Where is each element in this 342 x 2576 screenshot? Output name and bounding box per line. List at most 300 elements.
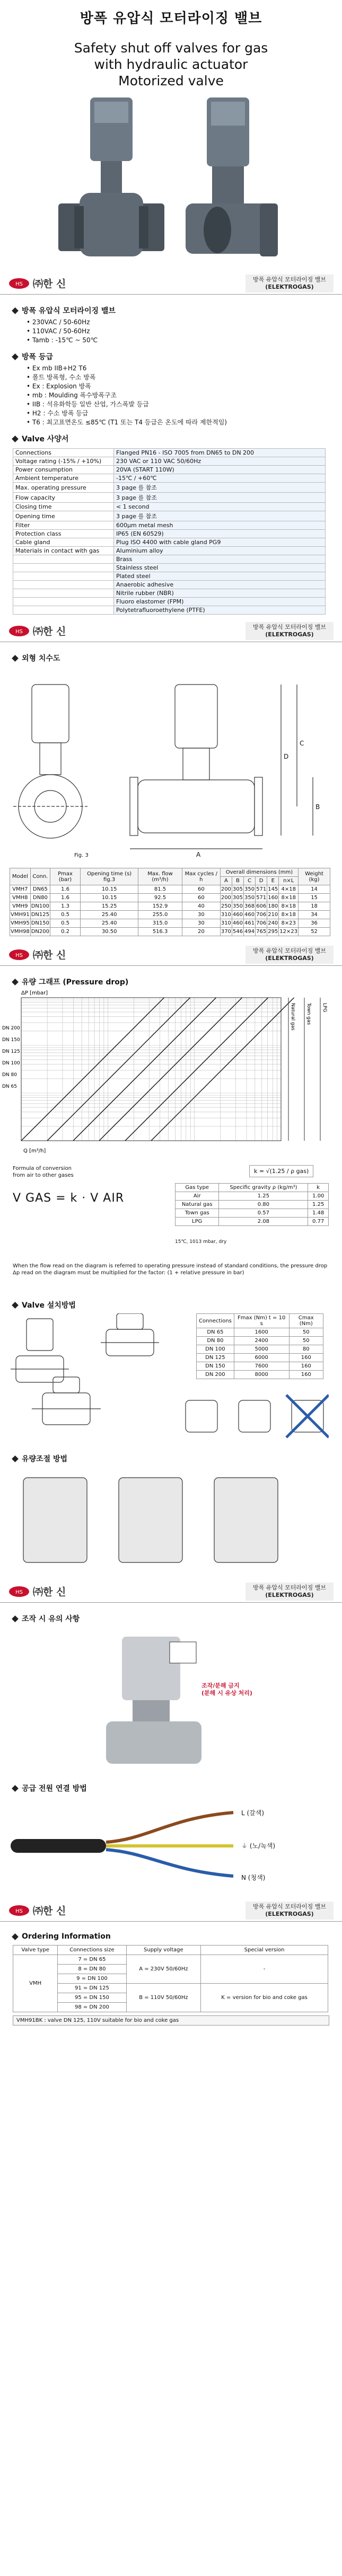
table-cell: 34	[299, 911, 330, 919]
table-cell: 295	[267, 928, 279, 936]
table-cell: 5000	[234, 1345, 289, 1354]
table-cell: 0.57	[219, 1209, 308, 1218]
spec-key: Protection class	[13, 530, 114, 538]
features-list	[27, 318, 329, 345]
cable-diagram	[11, 1797, 329, 1897]
table-row	[10, 919, 330, 928]
install-diagram	[11, 1313, 180, 1441]
table-row	[13, 555, 326, 564]
table-cell: 210	[267, 911, 279, 919]
ordering-table	[13, 1945, 328, 2012]
size-cell: 8 = DN 80	[58, 1965, 126, 1974]
valve-right-image	[186, 97, 278, 256]
hanshin-logo-icon	[8, 1586, 30, 1597]
svg-text:HS: HS	[15, 1589, 23, 1595]
spec-key: Flow capacity	[13, 493, 114, 503]
gas-footer: 15℃, 1013 mbar, dry	[175, 1239, 227, 1245]
dim-label-d: D	[284, 753, 289, 760]
table-cell: 606	[256, 902, 267, 911]
table-row	[13, 547, 326, 555]
product-label-ko: 방폭 유압식 모터라이징 밸브	[252, 623, 326, 630]
table-cell: 315.0	[138, 919, 182, 928]
table-cell: 30.50	[81, 928, 138, 936]
company-name: ㈜한 신	[33, 278, 66, 290]
table-row	[176, 1192, 329, 1201]
table-cell: 8×23	[279, 919, 299, 928]
spec-key	[13, 598, 114, 606]
table-row	[10, 911, 330, 919]
dn-series-label: DN 100	[2, 1061, 20, 1066]
table-cell: 250	[220, 902, 232, 911]
spec-value: Aluminium alloy	[114, 547, 326, 555]
k-formula: k = √(1.25 / ρ gas)	[249, 1165, 313, 1177]
table-cell: 0.80	[219, 1201, 308, 1209]
gas-scale-label: Town gas	[306, 1003, 311, 1025]
company-bar	[0, 272, 342, 295]
table-row	[197, 1354, 323, 1362]
table-cell: 350	[232, 902, 243, 911]
table-header: k	[308, 1184, 329, 1192]
dn-series-label: DN 200	[2, 1026, 20, 1031]
product-label-brand: (ELEKTROGAS)	[265, 1910, 314, 1917]
table-cell: 160	[289, 1371, 323, 1379]
table-cell: 50	[289, 1328, 323, 1337]
table-cell: 14	[299, 885, 330, 894]
table-cell: DN100	[30, 902, 50, 911]
table-header: Connections	[197, 1314, 234, 1328]
table-cell: 200	[220, 894, 232, 902]
flow-heading: 유량 그래프 (Pressure drop)	[13, 976, 329, 987]
table-row	[10, 885, 330, 894]
table-cell: Town gas	[176, 1209, 219, 1218]
dim-label-b: B	[315, 803, 320, 811]
dn-series-label: DN 65	[2, 1084, 17, 1089]
features-heading: 방폭 유압식 모터라이징 밸브	[13, 305, 329, 316]
company-bar	[0, 620, 342, 642]
product-label	[245, 946, 334, 964]
spec-key: Materials in contact with gas	[13, 547, 114, 555]
list-item: • 110VAC / 50-60Hz	[27, 327, 329, 336]
spec-value: 600μm metal mesh	[114, 521, 326, 530]
table-cell: 12×23	[279, 928, 299, 936]
diamond-bullet-icon	[12, 353, 19, 360]
flow-adjust-diagram	[13, 1467, 331, 1578]
dn-series-label: DN 150	[2, 1037, 20, 1043]
table-row	[197, 1362, 323, 1371]
size-cell: 95 = DN 150	[58, 1993, 126, 2003]
table-cell: 6000	[234, 1354, 289, 1362]
company-bar	[0, 1899, 342, 1922]
explosion-list	[27, 364, 329, 427]
table-cell: 160	[289, 1354, 323, 1362]
list-item: • Ex : Explosion 방폭	[27, 382, 329, 391]
spec-key	[13, 555, 114, 564]
table-row	[13, 572, 326, 581]
caution-heading: 조작 시 유의 사항	[13, 1613, 329, 1624]
table-cell: 706	[256, 911, 267, 919]
table-cell: VMH95	[10, 919, 31, 928]
table-row	[13, 581, 326, 589]
table-cell: 15.25	[81, 902, 138, 911]
voltage-cell: B = 110V 50/60Hz	[126, 1984, 201, 2012]
table-header: C	[244, 877, 256, 885]
table-row	[13, 511, 326, 521]
spec-heading: Valve 사양서	[13, 433, 329, 444]
table-cell: 2400	[234, 1337, 289, 1345]
diamond-bullet-icon	[12, 1615, 19, 1622]
table-row	[197, 1345, 323, 1354]
list-item: • 폴트 방폭형, 수소 방폭	[27, 373, 329, 382]
product-label	[245, 1902, 334, 1920]
title-line-1: Safety shut off valves for gas	[74, 40, 268, 56]
table-row	[13, 474, 326, 483]
table-row	[176, 1201, 329, 1209]
size-cell: 91 = DN 125	[58, 1984, 126, 1993]
table-cell: 10.15	[81, 894, 138, 902]
table-cell: 0.5	[50, 919, 81, 928]
table-cell: VMH8	[10, 894, 31, 902]
table-cell: DN150	[30, 919, 50, 928]
spec-key	[13, 606, 114, 615]
torque-table	[196, 1313, 323, 1379]
table-row	[10, 902, 330, 911]
table-cell: 0.5	[50, 911, 81, 919]
table-cell: DN 80	[197, 1337, 234, 1345]
spec-key: Max. operating pressure	[13, 483, 114, 493]
table-cell: 25.40	[81, 919, 138, 928]
forbidden-cross-icon	[286, 1395, 329, 1437]
company-bar	[0, 944, 342, 966]
title-line-3: Motorized valve	[118, 73, 224, 88]
table-cell: VMH9	[10, 902, 31, 911]
spec-value: Plug ISO 4400 with cable gland PG9	[114, 538, 326, 547]
table-cell: 460	[232, 911, 243, 919]
company-bar	[0, 1580, 342, 1603]
table-cell: 7600	[234, 1362, 289, 1371]
formula-note: Formula of conversion from air to other gases	[13, 1166, 74, 1178]
table-cell: 460	[244, 911, 256, 919]
table-header: Pmax (bar)	[50, 868, 81, 885]
diamond-bullet-icon	[12, 1302, 19, 1309]
spec-value: -15℃ / +60℃	[114, 474, 326, 483]
table-row	[13, 483, 326, 493]
page-title-korean: 방폭 유압식 모터라이징 밸브	[80, 11, 262, 26]
table-cell: 145	[267, 885, 279, 894]
dim-label-c: C	[300, 740, 304, 747]
valve-product-photo	[0, 97, 342, 272]
spec-value: 230 VAC or 110 VAC 50/60Hz	[114, 457, 326, 466]
caution-callout: 조작/분해 금지 (분해 시 유상 처리)	[201, 1682, 252, 1696]
table-cell: 1.25	[219, 1192, 308, 1201]
table-cell: 310	[220, 911, 232, 919]
y-axis-label: ΔP [mbar]	[21, 990, 48, 996]
table-cell: 1.25	[308, 1201, 329, 1209]
list-item: • Ex mb IIB+H2 T6	[27, 364, 329, 373]
x-axis-label: Q [m³/h]	[23, 1148, 46, 1154]
table-cell: 30	[182, 919, 220, 928]
product-label-ko: 방폭 유압식 모터라이징 밸브	[252, 1584, 326, 1591]
svg-text:HS: HS	[15, 952, 23, 958]
table-row	[13, 538, 326, 547]
spec-value: Anaerobic adhesive	[114, 581, 326, 589]
spec-value: 3 page 를 참조	[114, 511, 326, 521]
list-item: • H2 : 수소 방폭 등급	[27, 409, 329, 418]
table-header: Fmax (Nm) t = 10 s	[234, 1314, 289, 1328]
power-wiring	[0, 1793, 342, 1899]
table-cell: DN 125	[197, 1354, 234, 1362]
table-cell: 80	[289, 1345, 323, 1354]
table-header: B	[232, 877, 243, 885]
table-header: E	[267, 877, 279, 885]
table-header: n×L	[279, 877, 299, 885]
diamond-bullet-icon	[12, 655, 19, 662]
product-label	[245, 1583, 334, 1601]
table-cell: 305	[232, 894, 243, 902]
product-label-brand: (ELEKTROGAS)	[265, 954, 314, 962]
table-header: Opening time (s) fig.3	[81, 868, 138, 885]
wire-brown	[106, 1813, 233, 1842]
chart-grid	[21, 998, 281, 1141]
wire-blue	[106, 1850, 233, 1876]
table-cell: 160	[267, 894, 279, 902]
dn-series-line	[47, 998, 190, 1141]
ordering-heading: Ordering Information	[13, 1932, 329, 1941]
hanshin-logo-icon	[8, 949, 30, 961]
table-cell: DN80	[30, 894, 50, 902]
product-label	[245, 622, 334, 640]
adjust-heading: 유량조절 방법	[13, 1453, 329, 1464]
spec-value: Polytetrafluoroethylene (PTFE)	[114, 606, 326, 615]
spec-value: Flanged PN16 - ISO 7005 from DN65 to DN 200	[114, 449, 326, 457]
spec-value: 3 page 를 참조	[114, 483, 326, 493]
company-name: ㈜한 신	[33, 1586, 66, 1598]
table-cell: 8000	[234, 1371, 289, 1379]
table-row	[197, 1337, 323, 1345]
diamond-bullet-icon	[12, 1933, 19, 1940]
wire-label-l: L (갈색)	[241, 1809, 265, 1817]
spec-value: Nitrile rubber (NBR)	[114, 589, 326, 598]
table-cell: 310	[220, 919, 232, 928]
product-label-ko: 방폭 유압식 모터라이징 밸브	[252, 276, 326, 283]
spec-value: IP65 (EN 60529)	[114, 530, 326, 538]
spec-value: Fluoro elastomer (FPM)	[114, 598, 326, 606]
flow-note: When the flow read on the diagram is referred to operating pressure instead of standard conditions, the pressure drop Δp read on the diagram must be multiplied for the factor: (1 + relative pressure in bar)	[13, 1263, 328, 1276]
table-cell: DN 65	[197, 1328, 234, 1337]
hanshin-logo-icon	[8, 625, 30, 637]
valve-type-cell: VMH	[13, 1955, 58, 2012]
caution-photo	[0, 1624, 342, 1772]
gas-scale-label: Natural gas	[290, 1003, 295, 1031]
svg-text:HS: HS	[15, 628, 23, 635]
valve-caution-image	[90, 1626, 249, 1769]
adjust-images	[0, 1464, 342, 1580]
table-row	[176, 1209, 329, 1218]
table-cell: 180	[267, 902, 279, 911]
size-cell: 9 = DN 100	[58, 1974, 126, 1984]
spec-value: Plated steel	[114, 572, 326, 581]
spec-key	[13, 581, 114, 589]
spec-value: < 1 second	[114, 503, 326, 511]
installation-orientation-icons	[180, 1390, 329, 1443]
svg-text:HS: HS	[15, 281, 23, 287]
table-cell: 8×18	[279, 894, 299, 902]
spec-key: Closing time	[13, 503, 114, 511]
table-cell: 60	[182, 885, 220, 894]
table-cell: 350	[244, 894, 256, 902]
table-cell: 350	[244, 885, 256, 894]
product-label-brand: (ELEKTROGAS)	[265, 1591, 314, 1598]
wire-label-pe: ⏚ (노/녹색)	[241, 1842, 275, 1850]
spec-key	[13, 564, 114, 572]
table-cell: DN125	[30, 911, 50, 919]
table-cell: 516.3	[138, 928, 182, 936]
table-cell: 152.9	[138, 902, 182, 911]
spec-key: Voltage rating (-15% / +10%)	[13, 457, 114, 466]
table-row	[10, 928, 330, 936]
table-row	[13, 449, 326, 457]
table-cell: 50	[289, 1337, 323, 1345]
product-label-ko: 방폭 유압식 모터라이징 밸브	[252, 947, 326, 954]
table-cell: 20	[182, 928, 220, 936]
spec-value: 20VA (START 110W)	[114, 466, 326, 474]
list-item: • IIB : 석유화학등 일반 산업, 가스폭발 등급	[27, 400, 329, 409]
table-cell: 15	[299, 894, 330, 902]
table-row	[13, 606, 326, 615]
special-cell: -	[201, 1955, 328, 1984]
product-label-brand: (ELEKTROGAS)	[265, 630, 314, 638]
table-cell: 200	[220, 885, 232, 894]
table-cell: 494	[244, 928, 256, 936]
table-cell: 8×18	[279, 902, 299, 911]
table-row	[13, 530, 326, 538]
size-cell: 7 = DN 65	[58, 1955, 126, 1965]
table-header: Gas type	[176, 1184, 219, 1192]
table-cell: DN 100	[197, 1345, 234, 1354]
company-logo	[8, 1903, 66, 1917]
table-cell: 461	[244, 919, 256, 928]
spec-key: Cable gland	[13, 538, 114, 547]
spec-value: 3 page 를 참조	[114, 493, 326, 503]
table-cell: VMH91	[10, 911, 31, 919]
table-cell: 240	[267, 919, 279, 928]
table-cell: 18	[299, 902, 330, 911]
table-cell: 60	[182, 894, 220, 902]
table-cell: DN 150	[197, 1362, 234, 1371]
table-cell: Air	[176, 1192, 219, 1201]
table-header: Max. flow (m³/h)	[138, 868, 182, 885]
diamond-bullet-icon	[12, 979, 19, 985]
size-cell: 98 = DN 200	[58, 2003, 126, 2012]
table-header: Weight (kg)	[299, 868, 330, 885]
table-cell: 160	[289, 1362, 323, 1371]
table-cell: 460	[232, 919, 243, 928]
table-cell: 1600	[234, 1328, 289, 1337]
install-block	[0, 1310, 342, 1443]
table-cell: 255.0	[138, 911, 182, 919]
power-heading: 공급 전원 연결 방법	[13, 1783, 329, 1793]
spec-key: Opening time	[13, 511, 114, 521]
valve-left-image	[58, 97, 164, 256]
gas-scale-label: LPG	[322, 1003, 327, 1012]
spec-value: Brass	[114, 555, 326, 564]
table-cell: 1.3	[50, 902, 81, 911]
table-cell: 370	[220, 928, 232, 936]
title-line-2: with hydraulic actuator	[94, 57, 248, 72]
dim-label-a: A	[196, 851, 201, 858]
company-logo	[8, 624, 66, 638]
table-header: Cmax (Nm)	[289, 1314, 323, 1328]
product-label	[245, 274, 334, 292]
spec-key: Ambient temperature	[13, 474, 114, 483]
diamond-bullet-icon	[12, 436, 19, 442]
diamond-bullet-icon	[12, 307, 19, 314]
table-row	[13, 493, 326, 503]
pressure-drop-chart	[0, 987, 342, 1162]
gas-table	[175, 1183, 329, 1226]
table-row	[197, 1328, 323, 1337]
table-row	[13, 589, 326, 598]
figure-label: Fig. 3	[74, 852, 89, 858]
table-cell: 2.08	[219, 1218, 308, 1226]
hanshin-logo-icon	[8, 278, 30, 289]
table-cell: 1.00	[308, 1192, 329, 1201]
table-row	[176, 1218, 329, 1226]
diamond-bullet-icon	[12, 1785, 19, 1792]
table-row	[13, 503, 326, 511]
conversion-formula: V GAS = k · V AIR	[13, 1192, 125, 1205]
table-cell: 92.5	[138, 894, 182, 902]
wire-label-n: N (청색)	[241, 1874, 266, 1881]
product-label-ko: 방폭 유압식 모터라이징 밸브	[252, 1903, 326, 1910]
list-item: • mb : Moulding 폭수방폭구조	[27, 391, 329, 400]
dimensions-table	[10, 868, 330, 936]
table-cell: DN65	[30, 885, 50, 894]
table-row	[13, 564, 326, 572]
dn-series-label: DN 80	[2, 1072, 17, 1078]
table-cell: 1.6	[50, 885, 81, 894]
special-cell: K = version for bio and coke gas	[201, 1984, 328, 2012]
table-cell: 765	[256, 928, 267, 936]
table-cell: DN200	[30, 928, 50, 936]
table-row	[13, 466, 326, 474]
table-cell: 36	[299, 919, 330, 928]
ordering-example: VMH91BK : valve DN 125, 110V suitable for bio and coke gas	[13, 2015, 329, 2026]
table-cell: VMH7	[10, 885, 31, 894]
company-name: ㈜한 신	[33, 1905, 66, 1917]
table-cell: VMH98	[10, 928, 31, 936]
chart-frame	[21, 998, 281, 1141]
spec-key: Filter	[13, 521, 114, 530]
table-cell: 52	[299, 928, 330, 936]
table-header: Special version	[201, 1946, 328, 1955]
spec-key	[13, 589, 114, 598]
table-cell: 0.2	[50, 928, 81, 936]
table-header: Model	[10, 868, 31, 885]
company-logo	[8, 1584, 66, 1598]
company-logo	[8, 947, 66, 962]
spec-key	[13, 572, 114, 581]
dn-series-line	[21, 998, 164, 1141]
table-header: Valve type	[13, 1946, 58, 1955]
spec-key: Connections	[13, 449, 114, 457]
install-heading: Valve 설치방법	[13, 1300, 329, 1310]
dn-series-label: DN 125	[2, 1049, 20, 1054]
svg-text:HS: HS	[15, 1908, 23, 1914]
table-cell: 8×18	[279, 911, 299, 919]
table-cell: 25.40	[81, 911, 138, 919]
voltage-cell: A = 230V 50/60Hz	[126, 1955, 201, 1984]
spec-value: Stainless steel	[114, 564, 326, 572]
